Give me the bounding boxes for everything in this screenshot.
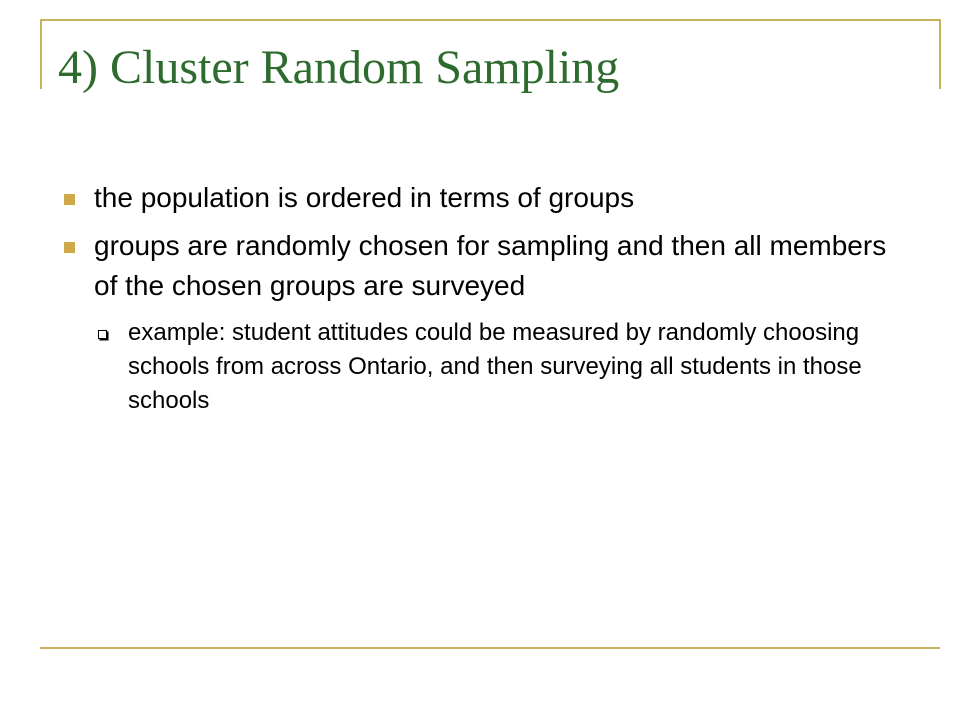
bullet-item (58, 178, 888, 218)
bullet-text: the population is ordered in terms of groups (94, 182, 635, 213)
frame-line-right (939, 19, 941, 89)
hollow-square-bullet-icon (98, 330, 107, 339)
sub-bullet-item (94, 316, 888, 418)
square-bullet-icon (64, 242, 75, 253)
frame-line-bottom (40, 647, 940, 649)
frame-line-left (40, 19, 42, 89)
bullet-text: groups are randomly chosen for sampling and then all members of the chosen groups are surveyed (94, 230, 887, 301)
frame-line-top (40, 19, 940, 21)
square-bullet-icon (64, 194, 75, 205)
slide-title: 4) Cluster Random Sampling (58, 41, 620, 94)
sub-bullet-text: example: student attitudes could be measured by randomly choosing schools from across Ontario, and then surveying all students in those schools (128, 319, 862, 414)
slide-content (58, 178, 888, 418)
bullet-item (58, 226, 888, 306)
